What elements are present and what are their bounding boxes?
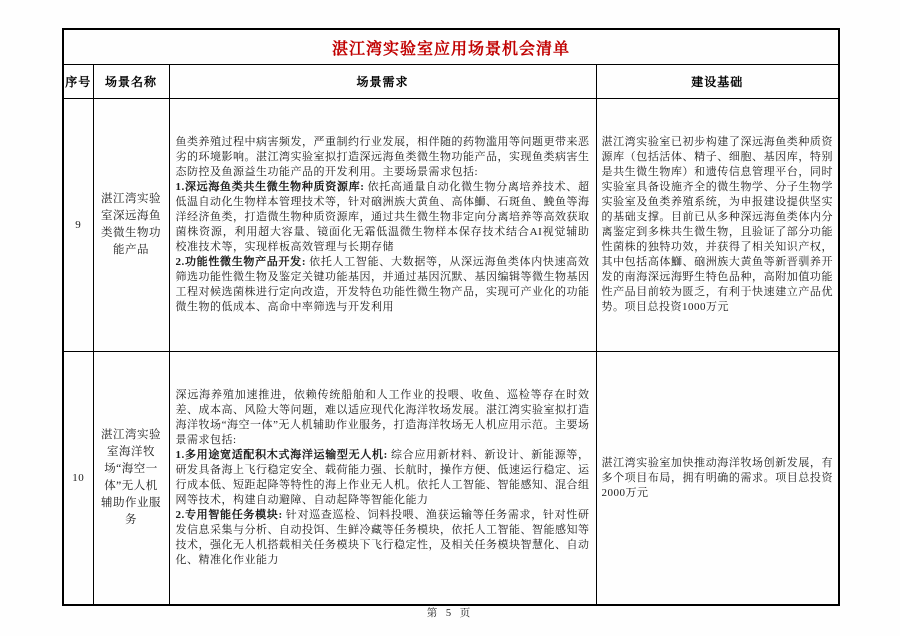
row-index: 10 <box>63 352 93 606</box>
basis-text: 湛江湾实验室已初步构建了深远海鱼类种质资源库（包括活体、精子、细胞、基因库，特别是共生微生物库）和遗传信息管理平台，同时实验室具备设施齐全的微生物学、分子生物学实验室及鱼类养殖系统，为申报建设提供坚实的基础支撑。目前已从多种深远海鱼类体内分离鉴定到多株共生微生物，且验证了部分功能性菌株的独特功效，并获得了相关知识产权，其中包括高体鰤、硇洲族大黄鱼等新晋驯养开发的南海深远海野生特色品种，高附加值功能性产品目前较为匮乏，有利于快速建立产品优势。项目总投资1000万元 <box>601 136 834 313</box>
construction-basis <box>596 352 839 606</box>
scene-demand <box>169 99 596 352</box>
header-scene-name: 场景名称 <box>93 65 169 99</box>
demand-item-label: 1.多用途宽适配积木式海洋运输型无人机: <box>175 449 388 461</box>
demand-item-text: 依托人工智能、大数据等，从深远海鱼类体内快速高效筛选功能性微生物及鉴定关键功能基因，并通过基因沉默、基因编辑等微生物基因工程对候选菌株进行定向改造，开发特色功能性微生物产品，实现可产业化的功能微生物的低成本、高命中率筛选与开发利用 <box>175 256 590 313</box>
header-scene-demand: 场景需求 <box>169 65 596 99</box>
table-row <box>63 99 839 352</box>
scene-name: 湛江湾实验室海洋牧场“海空一体”无人机辅助作业服务 <box>93 352 169 606</box>
scene-name: 湛江湾实验室深远海鱼类微生物功能产品 <box>93 99 169 352</box>
table-row <box>63 352 839 606</box>
opportunity-list-table <box>62 28 840 606</box>
demand-item-text: 依托高通量自动化微生物分离培养技术、超低温自动化生物样本管理技术等，针对硇洲族大黄鱼、高体鰤、石斑鱼、鮸鱼等海洋经济鱼类，打造微生物种质资源库，通过共生微生物非定向分离培养等高效获取菌株资源，利用超大容量、镜面化无霜低温微生物样本保存技术结合AI视觉辅助校准技术等，实现样板高效管理与长期存储 <box>175 181 590 253</box>
basis-text: 湛江湾实验室加快推动海洋牧场创新发展，有多个项目布局，拥有明确的需求。项目总投资2000万元 <box>601 456 834 499</box>
demand-item-label: 2.功能性微生物产品开发: <box>175 256 306 268</box>
demand-item-label: 1.深远海鱼类共生微生物种质资源库: <box>175 181 365 193</box>
title-row <box>63 29 839 65</box>
row-index: 9 <box>63 99 93 352</box>
demand-item-text: 综合应用新材料、新设计、新能源等，研发具备海上飞行稳定安全、载荷能力强、长航时，操作方便、低速运行稳定、运行成本低、短距起降等特性的海上作业无人机。依托人工智能、智能感知、混合组网等技术，构建自动避障、自动起降等智能化能力 <box>175 449 590 506</box>
header-row <box>63 65 839 99</box>
construction-basis <box>596 99 839 352</box>
demand-intro: 深远海养殖加速推进，依赖传统船舶和人工作业的投喂、收鱼、巡检等存在时效差、成本高、风险大等问题，难以适应现代化海洋牧场发展。湛江湾实验室拟打造海洋牧场“海空一体”无人机辅助作业服务，打造海洋牧场无人机应用示范。主要场景需求包括: <box>175 389 590 446</box>
scene-demand <box>169 352 596 606</box>
header-construction-basis: 建设基础 <box>596 65 839 99</box>
header-index: 序号 <box>63 65 93 99</box>
demand-item <box>176 448 590 508</box>
demand-intro: 鱼类养殖过程中病害频发，严重制约行业发展，相伴随的药物滥用等问题更带来恶劣的环境影响。湛江湾实验室拟打造深远海鱼类微生物功能产品，实现鱼类病害生态防控及鱼源益生功能产品的开发利用。主要场景需求包括: <box>175 136 590 178</box>
demand-item <box>176 180 590 255</box>
demand-item <box>176 508 590 568</box>
demand-item-label: 2.专用智能任务模块: <box>175 509 283 521</box>
demand-item <box>176 255 590 315</box>
page-title: 湛江湾实验室应用场景机会清单 <box>63 29 839 65</box>
demand-item-text: 针对巡查巡检、饲料投喂、渔获运输等任务需求，针对性研发信息采集与分析、自动投饵、生鲜冷藏等任务模块，依托人工智能、智能感知等技术，强化无人机搭载相关任务模块下飞行稳定性，及相关任务模块智慧化、自动化、精准化作业能力 <box>175 509 590 566</box>
page-number: 第 5 页 <box>426 608 474 619</box>
